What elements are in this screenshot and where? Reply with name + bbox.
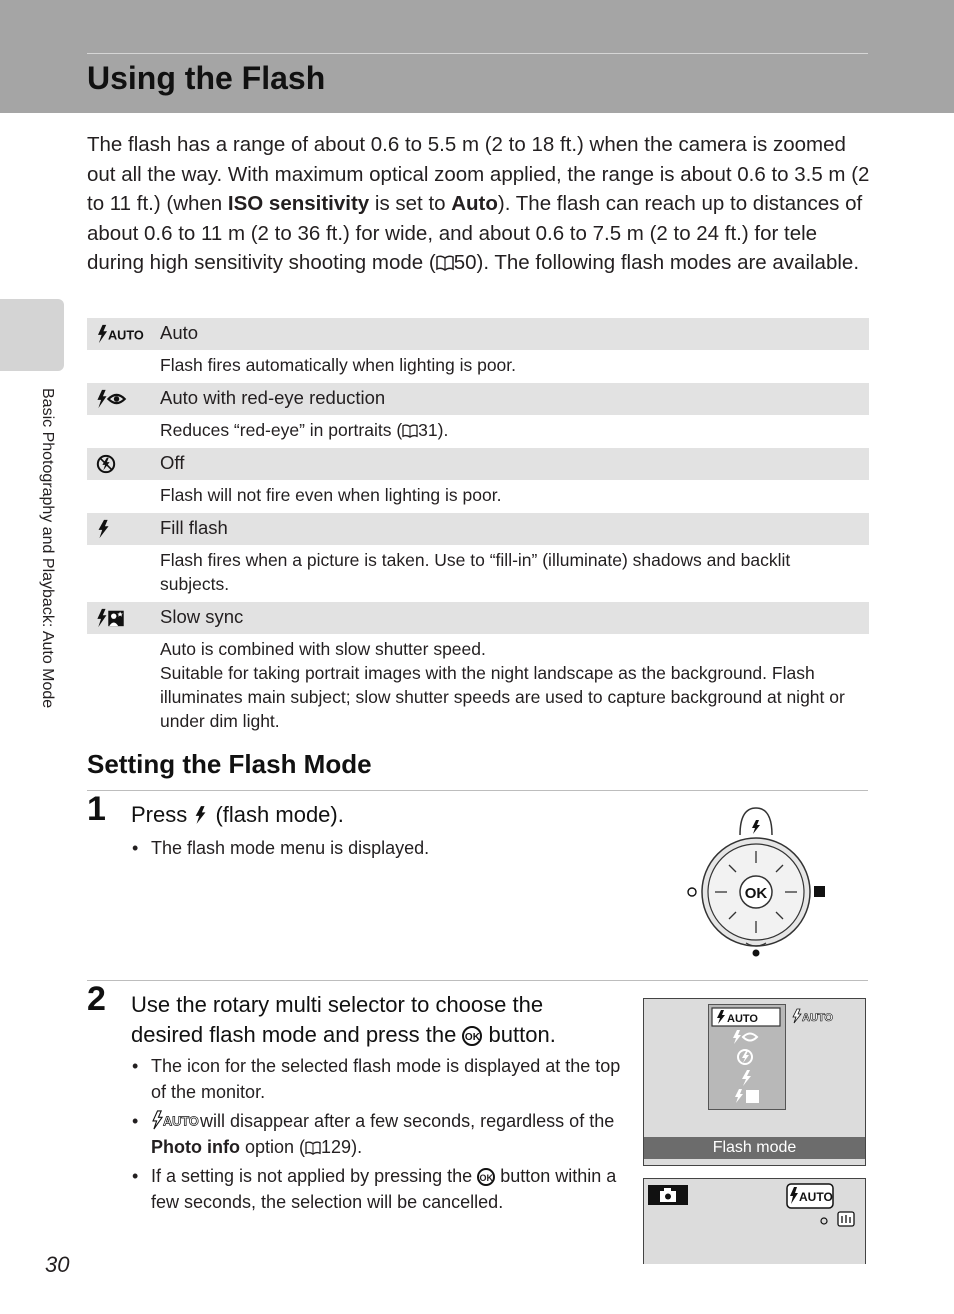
auto-term: Auto: [451, 192, 498, 216]
step-divider: [87, 980, 868, 981]
slow-sync-icon: [95, 608, 127, 628]
bullet-dot: •: [132, 838, 139, 858]
mode-row-slow-sync: [87, 602, 869, 634]
list-item: [132, 1108, 621, 1160]
svg-text:AUTO: AUTO: [802, 1012, 833, 1024]
flash-auto-indicator-icon: [792, 1007, 834, 1025]
mode-row-off: [87, 448, 869, 480]
screen-caption: Flash mode: [644, 1137, 865, 1159]
macro-icon: [753, 950, 760, 957]
rotary-multi-selector: [680, 805, 830, 965]
list-item: [132, 835, 571, 861]
mode-name: Slow sync: [160, 606, 244, 627]
page-header: [0, 0, 954, 113]
step-title-text: (flash mode).: [209, 802, 344, 827]
intro-text: The flash has a range of about 0.6 to 5.5 m (2 to 18 ft.) when the camera is zoomed out all the way. With maximum optical zoom applied, the range is about 0.6 to 3.5 m (2 to 11 ft.) (when: [87, 133, 870, 216]
bullet-text: The flash mode menu is displayed.: [151, 838, 430, 858]
side-tab: [0, 299, 64, 371]
fill-flash-icon: [95, 519, 113, 539]
bullet-text: The icon for the selected flash mode is displayed at the top of the monitor.: [151, 1056, 621, 1102]
intro-text: is set to: [369, 192, 452, 216]
bullet-dot: •: [132, 1056, 139, 1076]
list-item: [132, 1163, 621, 1215]
mode-row-fill-flash: [87, 513, 869, 545]
svg-text:AUTO: AUTO: [163, 1113, 199, 1129]
flash-mode-menu-icons: [709, 1005, 785, 1109]
page-reference: 50: [453, 251, 477, 275]
side-tab-label: Basic Photography and Playback: Auto Mode: [39, 388, 56, 709]
mode-description: Flash fires when a picture is taken. Use to “fill-in” (illuminate) shadows and backlit subjects.: [160, 550, 791, 594]
list-item: [132, 1053, 621, 1105]
page-reference: 31: [418, 420, 438, 440]
self-timer-icon: [688, 888, 696, 896]
step-number: 2: [87, 980, 106, 1018]
svg-text:AUTO: AUTO: [799, 1190, 833, 1204]
svg-text:AUTO: AUTO: [108, 327, 144, 343]
flash-icon: [193, 804, 209, 826]
ok-button-icon: OK: [462, 1026, 482, 1046]
step-title: [131, 990, 611, 1050]
step-title: [131, 800, 344, 830]
iso-sensitivity-term: ISO sensitivity: [227, 192, 370, 216]
camera-mode-icon: [648, 1185, 688, 1205]
flash-auto-indicator-icon: [786, 1183, 834, 1209]
step-title-text: Use the rotary multi selector to choose the desired flash mode and press the: [131, 992, 544, 1047]
bullet-text: If a setting is not applied by pressing the: [151, 1166, 478, 1186]
mode-description-text: Reduces “red-eye” in portraits (: [160, 420, 403, 440]
mode-description: [87, 634, 869, 739]
flash-off-icon: [95, 454, 117, 474]
bullet-text: button within a few seconds, the selection will be cancelled.: [151, 1166, 617, 1212]
book-reference-icon: [436, 255, 454, 271]
exposure-compensation-icon: [814, 886, 825, 897]
step-number: 1: [87, 790, 106, 828]
mode-name: Fill flash: [160, 517, 228, 538]
bullet-dot: •: [132, 1166, 139, 1186]
step-title-text: Press: [131, 802, 194, 827]
mode-description-line: Suitable for taking portrait images with the night landscape as the background. Flash illuminates main subject; slow shutter speeds are used to capture background at night or under dim light.: [160, 663, 845, 731]
flash-auto-icon: [151, 1110, 199, 1130]
mode-description: [87, 415, 869, 448]
step-title-text: button.: [482, 1022, 556, 1047]
ok-button-icon: OK: [477, 1168, 495, 1186]
section-rule: [87, 790, 868, 791]
book-reference-icon: [402, 424, 418, 438]
bullet-text: ).: [351, 1137, 363, 1157]
bullet-text: will disappear after a few seconds, regardless of the: [195, 1111, 615, 1131]
mode-description: Flash fires automatically when lighting is poor.: [160, 355, 517, 375]
mode-description-text: ).: [437, 420, 449, 440]
intro-paragraph: [87, 130, 877, 278]
intro-text: ). The flash can reach up to distances of about 0.6 to 11 m (2 to 36 ft.) for wide, and about 0.6 to 7.5 m (2 to 24 ft.) for tele during high sensitivity shooting mode (: [87, 192, 863, 275]
header-rule: [87, 53, 868, 54]
mode-name: Auto: [160, 322, 199, 343]
page-reference: 129: [321, 1137, 352, 1157]
shooting-mode-screen: [643, 1178, 866, 1264]
bullet-text: option (: [239, 1137, 306, 1157]
mode-name: Off: [160, 452, 185, 473]
flash-mode-menu-screen: [643, 998, 866, 1166]
flash-red-eye-icon: [95, 389, 129, 409]
mode-description-line: Auto is combined with slow shutter speed.: [160, 639, 486, 659]
vibration-reduction-icon: [818, 1209, 858, 1229]
intro-text: ). The following flash modes are available.: [476, 251, 860, 275]
page-number: 30: [45, 1252, 70, 1277]
mode-row-auto: [87, 318, 869, 350]
ok-button-label: OK: [744, 885, 768, 902]
mode-name: Auto with red-eye reduction: [160, 387, 386, 408]
mode-row-red-eye: [87, 383, 869, 415]
page-title: Using the Flash: [87, 60, 326, 96]
svg-text:AUTO: AUTO: [727, 1013, 758, 1025]
flash-auto-icon: [95, 324, 144, 344]
flash-mode-menu: [708, 1004, 786, 1110]
section-title: Setting the Flash Mode: [87, 749, 372, 779]
photo-info-term: Photo info: [151, 1137, 240, 1157]
book-reference-icon: [305, 1141, 321, 1155]
mode-description: Flash will not fire even when lighting is poor.: [160, 485, 502, 505]
bullet-dot: •: [132, 1111, 139, 1131]
flash-mode-table: [87, 318, 869, 739]
